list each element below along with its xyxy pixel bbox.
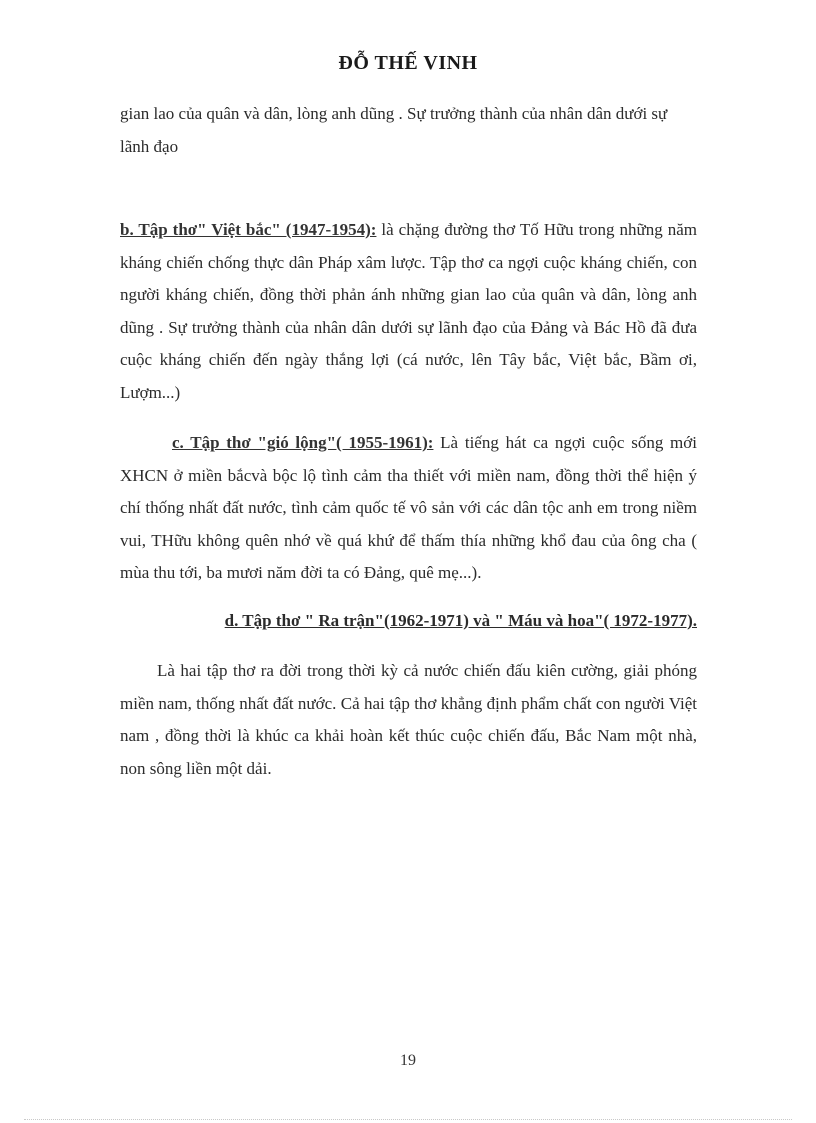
page-number: 19 xyxy=(400,1052,416,1069)
gio-long-paragraph xyxy=(120,427,697,590)
viet-bac-heading: b. Tập thơ" Việt bắc" (1947-1954): xyxy=(120,220,377,239)
viet-bac-body: là chặng đường thơ Tố Hữu trong những năm kháng chiến chống thực dân Pháp xâm lược. Tập thơ ca ngợi cuộc kháng chiến, con người kháng chiến, đồng thời phản ánh những gian lao của quân và dân, lòng anh dũng . Sự trưởng thành của nhân dân dưới sự lãnh đạo của Đảng và Bác Hồ đã đưa cuộc kháng chiến đến ngày thắng lợi (cá nước, lên Tây bắc, Việt bắc, Bầm ơi, Lượm...) xyxy=(120,220,697,402)
intro-paragraph: gian lao của quân và dân, lòng anh dũng . Sự trưởng thành của nhân dân dưới sự lãnh đạo xyxy=(120,104,668,156)
footer-divider xyxy=(24,1119,792,1120)
gio-long-heading: c. Tập thơ "gió lộng"( 1955-1961): xyxy=(172,433,434,452)
ra-tran-heading: d. Tập thơ " Ra trận"(1962-1971) và " Máu và hoa"( 1972-1977). xyxy=(224,611,697,630)
viet-bac-paragraph xyxy=(120,214,697,409)
page-header-title: ĐỖ THẾ VINH xyxy=(338,52,478,74)
ra-tran-paragraph: Là hai tập thơ ra đời trong thời kỳ cả nước chiến đấu kiên cường, giải phóng miền nam, thống nhất đất nước. Cả hai tập thơ khẳng định phẩm chất con người Việt nam , đồng thời là khúc ca khải hoàn kết thúc cuộc chiến đấu, Bắc Nam một nhà, non sông liền một dải. xyxy=(120,661,697,778)
gio-long-body: Là tiếng hát ca ngợi cuộc sống mới XHCN ở miền bắcvà bộc lộ tình cảm tha thiết với miền nam, đồng thời thể hiện ý chí thống nhất đất nước, tình cảm quốc tế vô sản với các dân tộc anh em trong niềm vui, THữu không quên nhớ về quá khứ để thấm thía những khổ đau của ông cha ( mùa thu tới, ba mươi năm đời ta có Đảng, quê mẹ...). xyxy=(120,433,697,582)
